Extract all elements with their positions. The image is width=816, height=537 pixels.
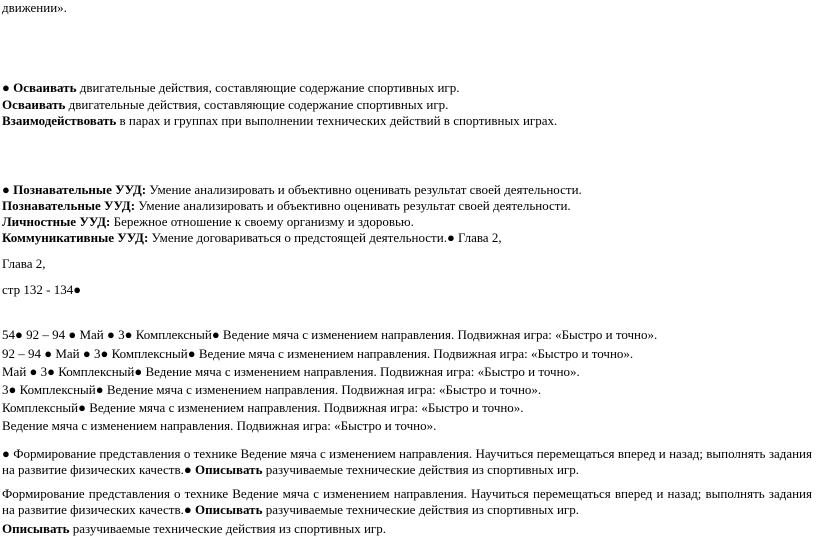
text-line: Май ● 3● Комплексный● Ведение мяча с изменением направления. Подвижная игра: «Быстро и точно».	[2, 364, 580, 379]
text-line: Взаимодействовать в парах и группах при выполнении технических действий в спортивных играх.	[2, 113, 558, 128]
text-line: 54● 92 – 94 ● Май ● 3● Комплексный● Ведение мяча с изменением направления. Подвижная игра: «Быстро и точно».	[2, 327, 658, 342]
text-line: 92 – 94 ● Май ● 3● Комплексный● Ведение мяча с изменением направления. Подвижная игра: «Быстро и точно».	[2, 346, 634, 361]
paragraph: Формирование представления о технике Ведение мяча с изменением направления. Научиться перемещаться вперед и назад; выполнять задания на развитие физических качеств.● Описывать разучиваемые технические действия из спортивных игр.	[2, 486, 812, 517]
text-line: стр 132 - 134●	[2, 282, 82, 297]
text-line: Комплексный● Ведение мяча с изменением направления. Подвижная игра: «Быстро и точно».	[2, 400, 524, 415]
text-line: движении».	[2, 0, 67, 15]
text-line: Описывать разучиваемые технические действия из спортивных игр.	[2, 521, 386, 536]
text-line: ● Познавательные УУД: Умение анализировать и объективно оценивать результат своей деятельности.	[2, 182, 582, 197]
text-line: 3● Комплексный● Ведение мяча с изменением направления. Подвижная игра: «Быстро и точно».	[2, 382, 542, 397]
text-line: Коммуникативные УУД: Умение договариваться о предстоящей деятельности.● Глава 2,	[2, 230, 502, 245]
text-line: Ведение мяча с изменением направления. Подвижная игра: «Быстро и точно».	[2, 418, 437, 433]
paragraph: ● Формирование представления о технике Ведение мяча с изменением направления. Научиться перемещаться вперед и назад; выполнять задания на развитие физических качеств.● Описывать разучиваемые технические действия из спортивных игр.	[2, 446, 812, 477]
text-line: Личностные УУД: Бережное отношение к своему организму и здоровью.	[2, 214, 414, 229]
text-line: Глава 2,	[2, 256, 46, 271]
text-line: Познавательные УУД: Умение анализировать и объективно оценивать результат своей деятельности.	[2, 198, 571, 213]
text-line: Осваивать двигательные действия, составляющие содержание спортивных игр.	[2, 97, 449, 112]
text-line: ● Осваивать двигательные действия, составляющие содержание спортивных игр.	[2, 80, 460, 95]
